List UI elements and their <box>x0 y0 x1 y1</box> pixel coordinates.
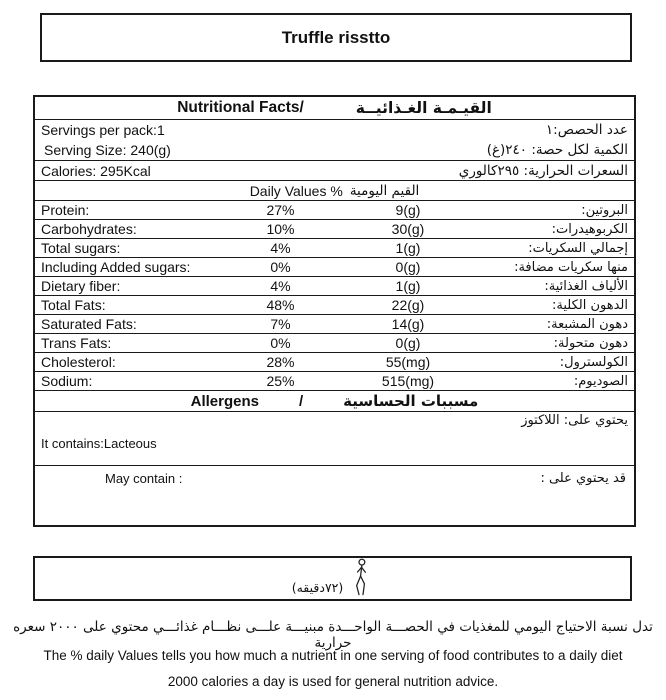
nutrient-label: Carbohydrates: <box>41 221 137 237</box>
product-title-box <box>40 13 632 62</box>
nutrient-amount: 14(g) <box>391 316 425 332</box>
nutrient-amount: 1(g) <box>395 240 421 256</box>
nutrient-label-ar: منها سكريات مضافة: <box>514 259 628 275</box>
facts-title-ar: القيـمـة الغـذائيــة <box>355 99 492 117</box>
nutrient-label-ar: البروتين: <box>581 202 628 218</box>
servings-per-pack: Servings per pack:1 <box>41 122 165 138</box>
walking-person-icon <box>349 558 373 596</box>
nutrient-row-protein <box>35 200 634 219</box>
nutrient-percent: 0% <box>270 259 291 275</box>
nutrient-percent: 10% <box>266 221 295 237</box>
nutrient-label: Saturated Fats: <box>41 316 137 332</box>
calories-ar: السعرات الحرارية: ٢٩٥كالوري <box>458 162 628 179</box>
nutrient-amount: 30(g) <box>391 221 425 237</box>
nutrient-label: Total sugars: <box>41 240 121 256</box>
nutrient-row-cholesterol <box>35 352 634 371</box>
product-title: Truffle risstto <box>281 27 391 47</box>
nutrient-row-dietary-fiber <box>35 276 634 295</box>
nutrient-label: Cholesterol: <box>41 354 116 370</box>
nutrient-percent: 48% <box>266 297 295 313</box>
allergens-header-row <box>35 390 634 411</box>
nutrient-row-total-fats <box>35 295 634 314</box>
allergens-title-ar: مسببات الحساسية <box>343 392 479 410</box>
nutrient-percent: 27% <box>266 202 295 218</box>
facts-title-en: Nutritional Facts/ <box>177 99 304 116</box>
nutrient-label-ar: الصوديوم: <box>573 373 628 389</box>
facts-table-header <box>35 97 634 119</box>
nutrient-label-ar: إجمالي السكريات: <box>528 240 628 256</box>
nutrient-percent: 4% <box>270 278 291 294</box>
nutrient-row-trans-fats <box>35 333 634 352</box>
may-contain-row <box>35 465 634 525</box>
nutrient-row-total-sugars <box>35 238 634 257</box>
daily-values-header-row <box>35 180 634 200</box>
nutrient-percent: 28% <box>266 354 295 370</box>
walking-minutes-label: (٧٢دقيقه) <box>291 580 344 595</box>
nutrient-label: Protein: <box>41 202 90 218</box>
contains-row <box>35 411 634 465</box>
nutrient-label: Dietary fiber: <box>41 278 121 294</box>
nutrient-label: Total Fats: <box>41 297 106 313</box>
allergens-title-en: Allergens <box>190 392 259 410</box>
nutrient-label-ar: الكولسترول: <box>559 354 628 370</box>
nutrient-amount: 515(mg) <box>381 373 435 389</box>
nutrition-facts-table <box>33 95 636 527</box>
nutrient-percent: 4% <box>270 240 291 256</box>
nutrient-amount: 1(g) <box>395 278 421 294</box>
may-contain-ar: قد يحتوي على : <box>540 471 626 486</box>
servings-per-pack-ar: عدد الحصص:١ <box>545 122 628 138</box>
nutrient-row-carbohydrates <box>35 219 634 238</box>
nutrient-amount: 0(g) <box>395 335 421 351</box>
nutrient-amount: 22(g) <box>391 297 425 313</box>
footnote-arabic: تدل نسبة الاحتياج اليومي للمغذيات في الحصـــة الواحـــدة مبنيـــة علـــى نظـــام غذائـــي محتوي على ٢٠٠٠ سعره حرارية <box>13 619 653 651</box>
servings-en <box>41 120 171 160</box>
footnote-english-line2: 2000 calories a day is used for general nutrition advice. <box>167 674 499 689</box>
nutrient-row-saturated-fats <box>35 314 634 333</box>
calories-row <box>35 160 634 180</box>
nutrient-amount: 0(g) <box>395 259 421 275</box>
activity-equivalence-box <box>33 556 632 601</box>
contains-ar: يحتوي على: اللاكتوز <box>521 413 628 428</box>
nutrient-amount: 55(mg) <box>385 354 431 370</box>
serving-size-ar: الكمية لكل حصة: ٢٤٠(غ) <box>486 142 628 158</box>
daily-values-en: Daily Values % <box>249 182 343 199</box>
nutrient-label-ar: الألياف الغذائية: <box>544 278 628 294</box>
contains-en: It contains:Lacteous <box>41 436 157 451</box>
nutrient-label: Sodium: <box>41 373 93 389</box>
nutrient-amount: 9(g) <box>395 202 421 218</box>
nutrient-label: Including Added sugars: <box>41 259 191 275</box>
calories-en: Calories: 295Kcal <box>41 162 151 179</box>
may-contain-en: May contain : <box>105 471 183 486</box>
servings-row <box>35 119 634 160</box>
serving-size: Serving Size: 240(g) <box>44 142 171 158</box>
nutrient-label-ar: دهون متحولة: <box>553 335 628 351</box>
nutrient-percent: 7% <box>270 316 291 332</box>
nutrient-label-ar: الكربوهيدرات: <box>551 221 628 237</box>
nutrient-percent: 25% <box>266 373 295 389</box>
nutrient-row-sodium <box>35 371 634 390</box>
daily-values-ar: القيم اليومية <box>349 182 420 199</box>
servings-ar <box>487 120 628 160</box>
nutrient-row-added-sugars <box>35 257 634 276</box>
nutrient-label-ar: الدهون الكلية: <box>552 297 628 313</box>
nutrient-label-ar: دهون المشبعة: <box>546 316 628 332</box>
allergens-separator: / <box>299 392 304 410</box>
nutrient-label: Trans Fats: <box>41 335 112 351</box>
nutrient-percent: 0% <box>270 335 291 351</box>
footnote-english-line1: The % daily Values tells you how much a nutrient in one serving of food contributes to a daily diet <box>43 648 623 663</box>
